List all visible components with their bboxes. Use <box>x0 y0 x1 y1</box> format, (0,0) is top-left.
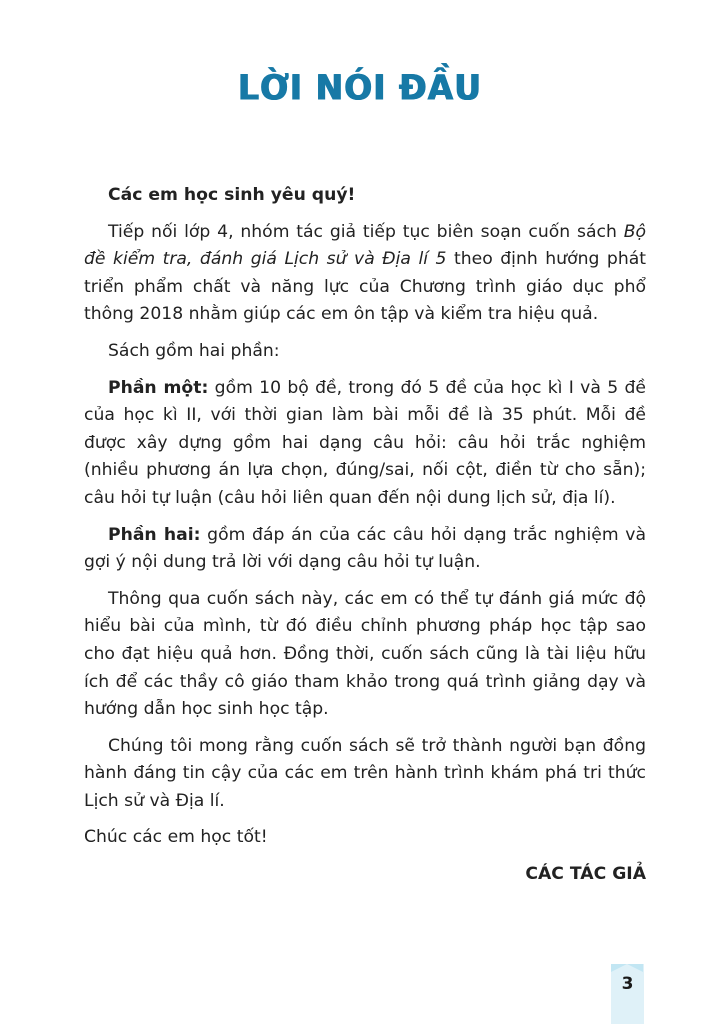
paragraph-part-one <box>84 375 646 513</box>
paragraph-hope: Chúng tôi mong rằng cuốn sách sẽ trở thành người bạn đồng hành đáng tin cậy của các em trên hành trình khám phá tri thức Lịch sử và Địa lí. <box>84 735 646 811</box>
paragraph-intro <box>84 219 646 329</box>
paragraph-structure: Sách gồm hai phần: <box>108 340 280 361</box>
preface-body <box>84 182 646 898</box>
signature: CÁC TÁC GIẢ <box>525 864 646 885</box>
page-title: LỜI NÓI ĐẦU <box>237 67 483 108</box>
intro-text-end: theo định hướng phát triển phẩm chất và năng lực của Chương trình giáo dục phổ thông 2018 nhằm giúp các em ôn tập và kiểm tra hiệu quả. <box>84 249 646 325</box>
part-two-label: Phần hai: <box>108 524 201 545</box>
greeting: Các em học sinh yêu quý! <box>108 185 356 205</box>
closing-line: Chúc các em học tốt! <box>84 827 268 848</box>
page-number: 3 <box>621 974 634 994</box>
paragraph-part-two <box>84 522 646 577</box>
part-one-text: gồm 10 bộ đề, trong đó 5 đề của học kì I và 5 đề của học kì II, với thời gian làm bài mỗi đề là 35 phút. Mỗi đề được xây dựng gồm hai dạng câu hỏi: câu hỏi trắc nghiệm (nhiều phương án lựa chọn, đúng/sai, nối cột, điền từ cho sẵn); câu hỏi tự luận (câu hỏi liên quan đến nội dung lịch sử, địa lí). <box>84 377 646 508</box>
intro-text-start: Tiếp nối lớp 4, nhóm tác giả tiếp tục biên soạn cuốn sách <box>108 221 624 242</box>
page-number-tab <box>611 964 644 1024</box>
part-two-text: gồm đáp án của các câu hỏi dạng trắc nghiệm và gợi ý nội dung trả lời với dạng câu hỏi tự luận. <box>84 524 646 573</box>
tab-notch-decoration <box>611 964 643 972</box>
book-title: Bộ đề kiểm tra, đánh giá Lịch sử và Địa lí 5 <box>84 221 646 270</box>
part-one-label: Phần một: <box>108 377 209 398</box>
paragraph-benefits: Thông qua cuốn sách này, các em có thể tự đánh giá mức độ hiểu bài của mình, từ đó điều chỉnh phương pháp học tập sao cho đạt hiệu quả hơn. Đồng thời, cuốn sách cũng là tài liệu hữu ích để các thầy cô giáo tham khảo trong quá trình giảng dạy và hướng dẫn học sinh học tập. <box>84 588 646 720</box>
